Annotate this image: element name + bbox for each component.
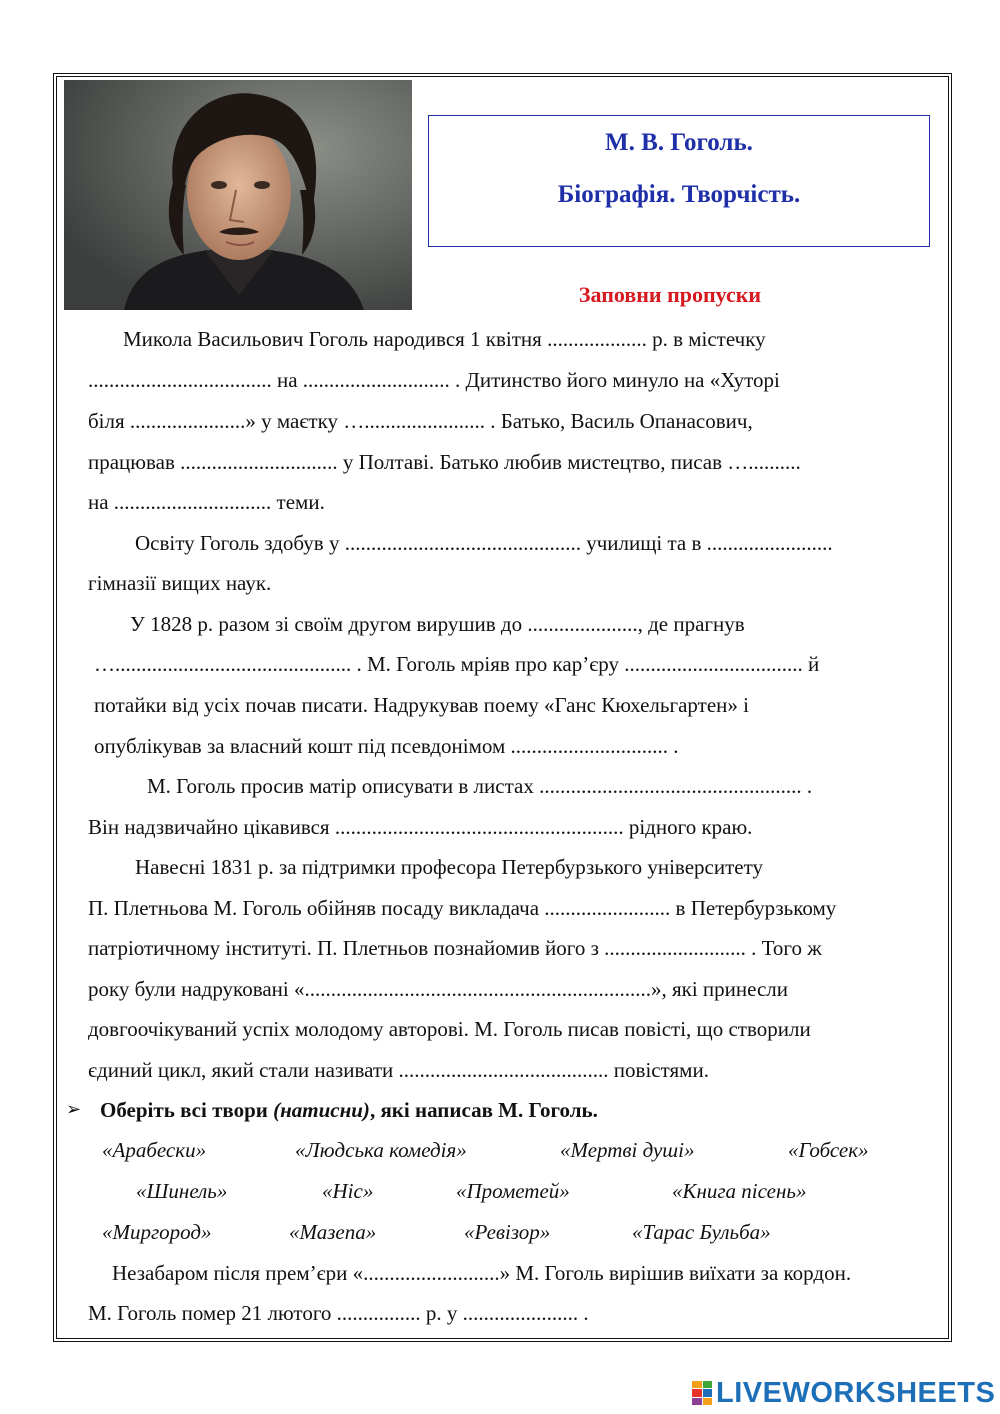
text-line: ................................... на ............................ . Дитинство його минуло на «Хуторі <box>88 368 780 392</box>
text-line: єдиний цикл, який стали називати ........................................ повістями. <box>88 1058 709 1082</box>
text-line: Незабаром після прем’єри «..........................» М. Гоголь вирішив виїхати за кордон. <box>112 1261 852 1285</box>
text-line: патріотичному інституті. П. Плетньов познайомив його з ........................... . Того ж <box>88 936 822 960</box>
work-option[interactable]: «Прометей» <box>456 1179 570 1203</box>
logo-mark-icon <box>692 1381 712 1405</box>
text-line: працював .............................. у Полтаві. Батько любив мистецтво, писав ….......... <box>88 450 801 474</box>
task-instruction <box>100 1098 598 1122</box>
text-line: М. Гоголь просив матір описувати в листах .................................................. . <box>147 774 813 798</box>
title-line-2: Біографія. Творчість. <box>557 181 801 208</box>
text-line: П. Плетньова М. Гоголь обійняв посаду викладача ........................ в Петербурзькому <box>88 896 837 920</box>
text-line: Навесні 1831 р. за підтримки професора Петербурзького університету <box>135 855 763 879</box>
work-option[interactable]: «Книга пісень» <box>672 1179 807 1203</box>
work-option[interactable]: «Ревізор» <box>464 1220 551 1244</box>
text-line: Освіту Гоголь здобув у ............................................. училищі та в ........................ <box>135 531 833 555</box>
task-hint: (натисни) <box>273 1098 370 1122</box>
work-option[interactable]: «Арабески» <box>102 1138 207 1162</box>
work-option[interactable]: «Гобсек» <box>788 1138 869 1162</box>
task-suffix: , які написав М. Гоголь. <box>369 1098 598 1122</box>
title-line-1: М. В. Гоголь. <box>605 129 753 156</box>
work-option[interactable]: «Тарас Бульба» <box>632 1220 771 1244</box>
text-line: Микола Васильович Гоголь народився 1 квітня ................... р. в містечку <box>123 327 766 351</box>
work-option[interactable]: «Мертві душі» <box>560 1138 695 1162</box>
text-line: …............................................. . М. Гоголь мріяв про кар’єру .................................. й <box>94 652 820 676</box>
gogol-portrait <box>64 80 412 310</box>
task-prefix: Оберіть всі твори <box>100 1098 274 1122</box>
text-line: року були надруковані «..................................................................», які принесли <box>88 977 789 1001</box>
text-line: біля ......................» у маєтку …....................... . Батько, Василь Опанасович, <box>88 409 753 433</box>
text-line: У 1828 р. разом зі своїм другом вирушив до ....................., де прагнув <box>130 612 745 636</box>
logo-text: LIVEWORKSHEETS <box>716 1376 996 1409</box>
arrow-bullet-icon: ➢ <box>66 1099 82 1119</box>
task-subtitle: Заповни пропуски <box>578 282 762 307</box>
work-option[interactable]: «Миргород» <box>102 1220 212 1244</box>
text-line: М. Гоголь помер 21 лютого ................ р. у ...................... . <box>88 1301 589 1325</box>
work-option[interactable]: «Мазепа» <box>289 1220 377 1244</box>
text-line: потайки від усіх почав писати. Надрукував поему «Ганс Кюхельгартен» і <box>94 693 749 717</box>
text-line: на .............................. теми. <box>88 490 325 514</box>
text-line: довгоочікуваний успіх молодому авторові. М. Гоголь писав повісті, що створили <box>88 1017 811 1041</box>
work-option[interactable]: «Людська комедія» <box>295 1138 467 1162</box>
text-line: опублікував за власний кошт під псевдонімом .............................. . <box>94 734 679 758</box>
work-option[interactable]: «Ніс» <box>322 1179 374 1203</box>
liveworksheets-logo <box>692 1378 995 1408</box>
text-line: гімназії вищих наук. <box>88 571 272 595</box>
title-box <box>428 115 930 247</box>
text-line: Він надзвичайно цікавився ....................................................... рідного краю. <box>88 815 753 839</box>
work-option[interactable]: «Шинель» <box>136 1179 228 1203</box>
